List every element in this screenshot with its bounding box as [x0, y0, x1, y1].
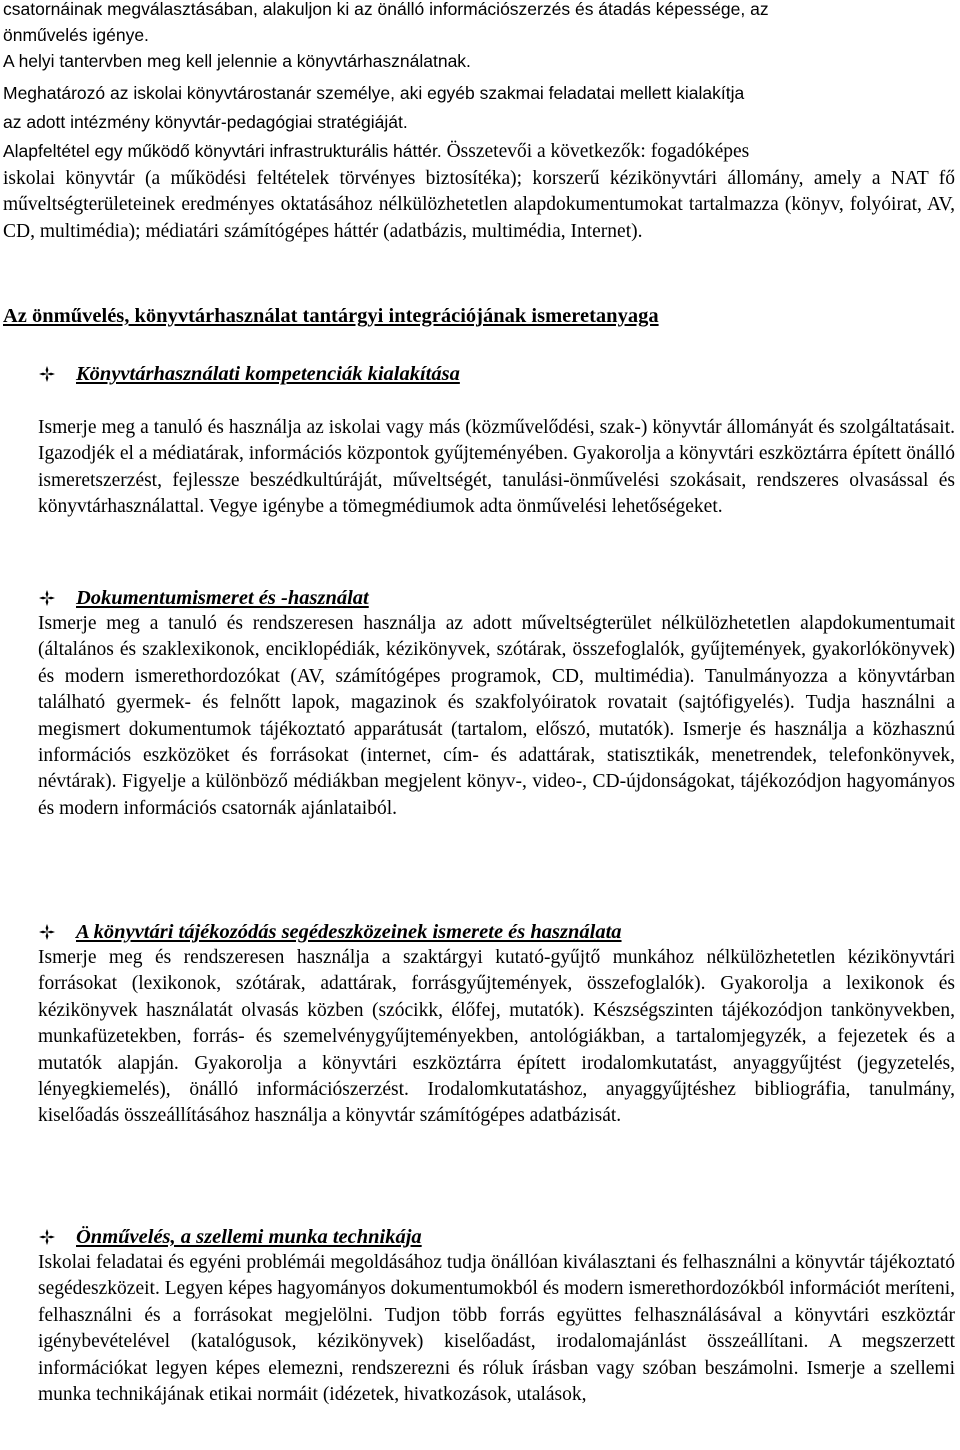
- intro-line-6-serif: Összetevői a következők: fogadóképes: [441, 141, 750, 162]
- intro-line-6-sans: Alapfeltétel egy működő könyvtári infrastrukturális háttér.: [3, 141, 442, 161]
- section-4-title: [38, 1224, 422, 1250]
- diamond-bullet-icon: [38, 1228, 56, 1246]
- section-4-title-text: Önművelés, a szellemi munka technikája: [76, 1226, 422, 1248]
- intro-line-4: Meghatározó az iskolai könyvtárostanár személye, aki egyéb szakmai feladatai mellett kialakítja: [3, 83, 745, 103]
- intro-line-6: [3, 138, 749, 164]
- section-2-title: [38, 585, 369, 611]
- section-3-title-text: A könyvtári tájékozódás segédeszközeinek ismerete és használata: [76, 921, 622, 943]
- section-1-body: Ismerje meg a tanuló és használja az iskolai vagy más (közművelődési, szak-) könyvtár állományát és szolgáltatásait. Igazodjék el a médiatárak, információs központok gyűjteményében. Gyakorolja a könyvtári eszköztárra épített önálló ismeretszerzést, fejlessze beszédkultúráját, műveltségét, tanulási-önművelési szokásait, rendszeres olvasással és könyvtárhasználattal. Vegye igénybe a tömegmédiumok adta önművelési lehetőségeket.: [38, 417, 955, 518]
- section-1-title-text: Könyvtárhasználati kompetenciák kialakítása: [76, 363, 460, 385]
- section-2-title-text: Dokumentumismeret és -használat: [76, 587, 369, 609]
- section-3-title: [38, 919, 622, 945]
- diamond-bullet-icon: [38, 589, 56, 607]
- section-1-title: [38, 361, 460, 387]
- section-4-body: Iskolai feladatai és egyéni problémái megoldásához tudja önállóan kiválasztani és felhasználni a könyvtár tájékoztató segédeszközeit. Legyen képes hagyományos dokumentumokból és modern ismerethordozókból információt meríteni, felhasználni és a forrásokat megjelölni. Tudjon több forrás együttes felhasználásával a könyvtári eszköztár igénybevételével (katalógusok, kézikönyvek) kiselőadást, irodalomajánlást összeállítani. A megszerzett információkat legyen képes elemezni, rendszerezni és róluk írásban vagy szóban beszámolni. Ismerje a szellemi munka technikájának etikai normáit (idézetek, hivatkozások, utalások,: [38, 1252, 955, 1406]
- section-3-body: Ismerje meg és rendszeresen használja a szaktárgyi kutató-gyűjtő munkához nélkülözhetetlen kézikönyvtári forrásokat (lexikonok, szótárak, adattárak, forrásgyűjtemények, összefoglalók). Gyakorolja a lexikonok és kézikönyvek használatát olvasás közben (szócikk, élőfej, mutatók). Készségszinten tájékozódjon tankönyvekben, munkafüzetekben, forrás- és szemelvénygyűjteményekben, antológiákban, a tartalomjegyzék, a fejezetek és a mutatók alapján. Gyakorolja a könyvtári eszköztárra épített irodalomkutatást, anyaggyűjtést (jegyzetelés, lényegkiemelés), önálló információszerzést. Irodalomkutatáshoz, anyaggyűjtéshez bibliográfia, tanulmány, kiselőadás összeállításához használja a könyvtár számítógépes adatbázisát.: [38, 947, 955, 1127]
- intro-line-1: csatornáinak megválasztásában, alakuljon ki az önálló információszerzés és átadás képessége, az: [3, 0, 769, 19]
- diamond-bullet-icon: [38, 365, 56, 383]
- main-heading: Az önművelés, könyvtárhasználat tantárgyi integrációjának ismeretanyaga: [3, 305, 659, 327]
- intro-line-2: önművelés igénye.: [3, 25, 149, 45]
- intro-line-5: az adott intézmény könyvtár-pedagógiai stratégiáját.: [3, 112, 408, 132]
- diamond-bullet-icon: [38, 923, 56, 941]
- intro-line-3: A helyi tantervben meg kell jelennie a könyvtárhasználatnak.: [3, 51, 471, 71]
- section-2-body: Ismerje meg a tanuló és rendszeresen használja az adott műveltségterület nélkülözhetetlen alapdokumentumait (általános és szaklexikonok, enciklopédiák, kézikönyvek, szótárak, összefoglalók, gyűjtemények, gyakorlókönyvek) és modern ismerethordozókat (AV, számítógépes programok, CD, multimédia). Tanulmányozza a könyvtárban található gyermek- és felnőtt lapok, magazinok és szakfolyóiratok rovatait (sajtófigyelés). Tudja használni a megismert dokumentumok tájékoztató apparátusát (tartalom, előszó, mutatók). Ismerje és használja a közhasznú információs eszközöket és forrásokat (internet, cím- és adattárak, statisztikák, menetrendek, telefonkönyvek, névtárak). Figyelje a különböző médiákban megjelent könyv-, video-, CD-újdonságokat, tájékozódjon hagyományos és modern információs csatornák ajánlataiból.: [38, 613, 955, 819]
- intro-paragraph: iskolai könyvtár (a működési feltételek törvényes biztosítéka); korszerű kézikönyvtári állomány, amely a NAT fő műveltségterületeinek eredményes oktatásához nélkülözhetetlen alapdokumentumokat tartalmazza (könyv, folyóirat, AV, CD, multimédia); médiatári számítógépes háttér (adatbázis, multimédia, Internet).: [3, 168, 955, 242]
